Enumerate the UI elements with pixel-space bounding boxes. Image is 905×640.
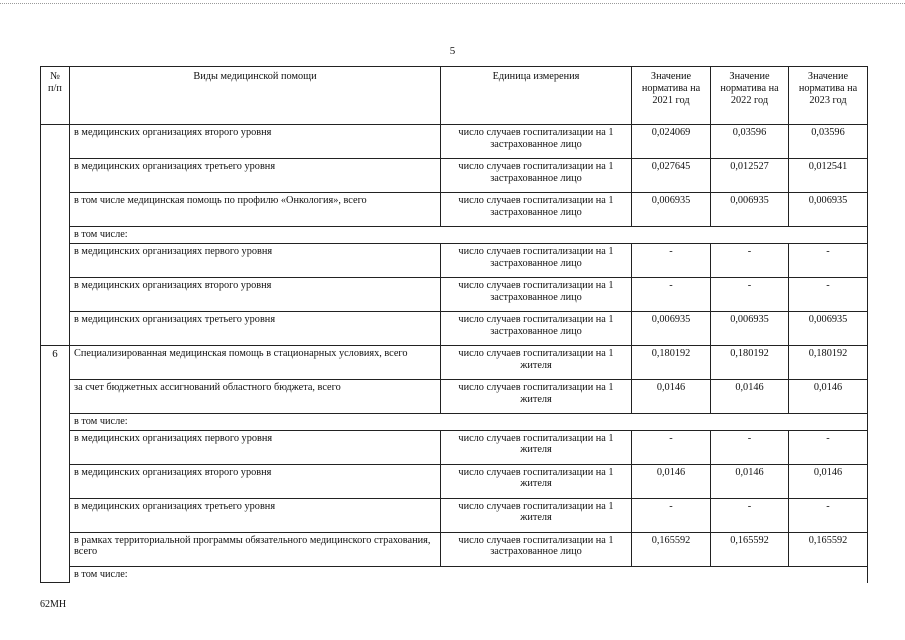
value-2021: 0,006935	[632, 311, 711, 345]
row-unit: число случаев госпитализации на 1 застрахованное лицо	[441, 125, 632, 159]
row-label: в медицинских организациях третьего уровня	[70, 311, 441, 345]
table-row	[41, 379, 868, 413]
value-2022: 0,165592	[711, 532, 789, 566]
row-label: за счет бюджетных ассигнований областного бюджета, всего	[70, 379, 441, 413]
table-row	[41, 193, 868, 227]
footer-code: 62МН	[40, 599, 67, 610]
value-2021: -	[632, 430, 711, 464]
row-label: в медицинских организациях второго уровня	[70, 277, 441, 311]
table-row	[41, 464, 868, 498]
subheading-including: в том числе:	[70, 566, 868, 582]
row-unit: число случаев госпитализации на 1 застрахованное лицо	[441, 277, 632, 311]
row-unit: число случаев госпитализации на 1 застрахованное лицо	[441, 159, 632, 193]
value-2023: -	[789, 277, 868, 311]
page-number: 5	[449, 45, 456, 57]
value-2023: 0,180192	[789, 345, 868, 379]
row-label: в медицинских организациях второго уровня	[70, 125, 441, 159]
row-label: в медицинских организациях первого уровня	[70, 430, 441, 464]
row-label: в медицинских организациях третьего уровня	[70, 159, 441, 193]
table-row	[41, 227, 868, 244]
value-2023: -	[789, 243, 868, 277]
table-row	[41, 277, 868, 311]
value-2023: 0,0146	[789, 379, 868, 413]
header-type: Виды медицинской помощи	[70, 67, 441, 125]
value-2021: -	[632, 277, 711, 311]
value-2021: 0,027645	[632, 159, 711, 193]
header-2023: Значение норматива на 2023 год	[789, 67, 868, 125]
row-unit: число случаев госпитализации на 1 жителя	[441, 464, 632, 498]
row-num: 6	[41, 345, 70, 582]
value-2023: 0,165592	[789, 532, 868, 566]
value-2021: 0,024069	[632, 125, 711, 159]
value-2022: -	[711, 430, 789, 464]
value-2023: 0,006935	[789, 311, 868, 345]
header-num: № п/п	[41, 67, 70, 125]
table-row	[41, 498, 868, 532]
row-unit: число случаев госпитализации на 1 застрахованное лицо	[441, 243, 632, 277]
value-2023: 0,012541	[789, 159, 868, 193]
row-label: в рамках территориальной программы обязательного медицинского страхования, всего	[70, 532, 441, 566]
value-2021: -	[632, 498, 711, 532]
row-unit: число случаев госпитализации на 1 застрахованное лицо	[441, 193, 632, 227]
header-2021: Значение норматива на 2021 год	[632, 67, 711, 125]
value-2022: -	[711, 498, 789, 532]
table-row	[41, 413, 868, 430]
value-2022: 0,0146	[711, 464, 789, 498]
norms-table	[40, 66, 868, 583]
header-unit: Единица измерения	[441, 67, 632, 125]
value-2021: 0,180192	[632, 345, 711, 379]
row-unit: число случаев госпитализации на 1 застрахованное лицо	[441, 532, 632, 566]
table-row	[41, 532, 868, 566]
table-row	[41, 345, 868, 379]
value-2021: 0,006935	[632, 193, 711, 227]
table-row	[41, 311, 868, 345]
row-label: в том числе медицинская помощь по профилю «Онкология», всего	[70, 193, 441, 227]
value-2022: 0,006935	[711, 311, 789, 345]
value-2022: 0,03596	[711, 125, 789, 159]
scan-edge-line	[0, 3, 905, 4]
row-label: Специализированная медицинская помощь в стационарных условиях, всего	[70, 345, 441, 379]
subheading-including: в том числе:	[70, 227, 868, 244]
row-label: в медицинских организациях первого уровня	[70, 243, 441, 277]
table-row	[41, 566, 868, 582]
row-num	[41, 125, 70, 346]
value-2022: 0,012527	[711, 159, 789, 193]
row-unit: число случаев госпитализации на 1 жителя	[441, 498, 632, 532]
value-2023: -	[789, 498, 868, 532]
row-unit: число случаев госпитализации на 1 жителя	[441, 430, 632, 464]
table-row	[41, 159, 868, 193]
value-2023: 0,006935	[789, 193, 868, 227]
table-header-row	[41, 67, 868, 125]
table-row	[41, 430, 868, 464]
value-2021: -	[632, 243, 711, 277]
row-unit: число случаев госпитализации на 1 застрахованное лицо	[441, 311, 632, 345]
value-2023: 0,03596	[789, 125, 868, 159]
value-2022: 0,006935	[711, 193, 789, 227]
value-2022: -	[711, 277, 789, 311]
header-2022: Значение норматива на 2022 год	[711, 67, 789, 125]
table-row	[41, 243, 868, 277]
value-2023: 0,0146	[789, 464, 868, 498]
row-label: в медицинских организациях второго уровня	[70, 464, 441, 498]
value-2023: -	[789, 430, 868, 464]
value-2022: 0,0146	[711, 379, 789, 413]
value-2022: 0,180192	[711, 345, 789, 379]
row-unit: число случаев госпитализации на 1 жителя	[441, 345, 632, 379]
value-2021: 0,0146	[632, 464, 711, 498]
subheading-including: в том числе:	[70, 413, 868, 430]
row-label: в медицинских организациях третьего уровня	[70, 498, 441, 532]
value-2021: 0,165592	[632, 532, 711, 566]
value-2022: -	[711, 243, 789, 277]
table-row	[41, 125, 868, 159]
value-2021: 0,0146	[632, 379, 711, 413]
row-unit: число случаев госпитализации на 1 жителя	[441, 379, 632, 413]
